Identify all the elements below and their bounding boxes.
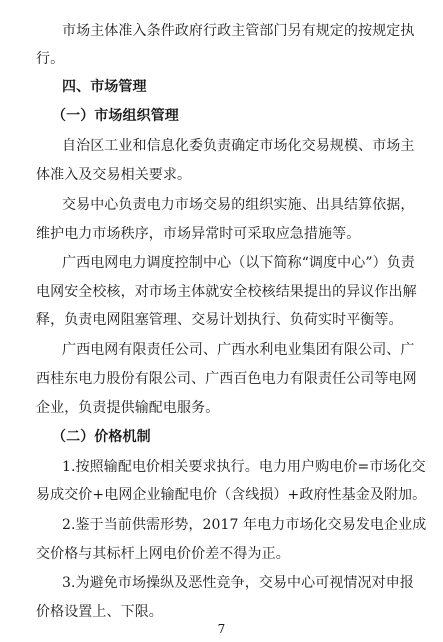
- paragraph-4-line-1: 广西电网电力调度控制中心（以下简称“调度中心”）负责: [62, 255, 415, 272]
- paragraph-5-line-1: 广西电网有限责任公司、广西水利电业集团有限公司、广: [62, 342, 415, 359]
- paragraph-1-line-1: 市场主体准入条件政府行政主管部门另有规定的按规定执: [62, 22, 415, 39]
- subsection-heading-pricing: （二）价格机制: [52, 429, 151, 446]
- paragraph-1-line-2: 行。: [36, 50, 65, 67]
- subsection-heading-organization: （一）市场组织管理: [52, 107, 179, 124]
- paragraph-6-line-1: 1.按照输配电价相关要求执行。电力用户购电价=市场化交: [62, 459, 426, 476]
- paragraph-5-line-3: 企业，负责提供输配电服务。: [36, 400, 220, 417]
- paragraph-3-line-2: 维护电力市场秩序，市场异常时可采取应急措施等。: [36, 225, 361, 242]
- paragraph-5-line-2: 西桂东电力股份有限公司、广西百色电力有限责任公司等电网: [36, 371, 417, 388]
- paragraph-6-line-2: 易成交价+电网企业输配电价（含线损）+政府性基金及附加。: [36, 487, 427, 504]
- paragraph-4-line-3: 释，负责电网阻塞管理、交易计划执行、负荷实时平衡等。: [36, 312, 403, 329]
- paragraph-4-line-2: 电网安全校核，对市场主体就安全校核结果提出的异议作出解: [36, 284, 417, 301]
- paragraph-2-line-1: 自治区工业和信息化委负责确定市场化交易规模、市场主: [62, 137, 415, 154]
- paragraph-7-line-1: 2.鉴于当前供需形势，2017 年电力市场化交易发电企业成: [62, 517, 427, 534]
- page-number: 7: [217, 622, 226, 636]
- paragraph-8-line-1: 3.为避免市场操纵及恶性竞争，交易中心可视情况对申报: [62, 575, 414, 592]
- paragraph-8-line-2: 价格设置上、下限。: [36, 604, 163, 621]
- section-heading-market-management: 四、市场管理: [62, 78, 147, 95]
- paragraph-3-line-1: 交易中心负责电力市场交易的组织实施、出具结算依据，: [62, 196, 415, 213]
- paragraph-2-line-2: 体准入及交易相关要求。: [36, 166, 192, 183]
- paragraph-7-line-2: 交价格与其标杆上网电价价差不得为正。: [36, 546, 290, 563]
